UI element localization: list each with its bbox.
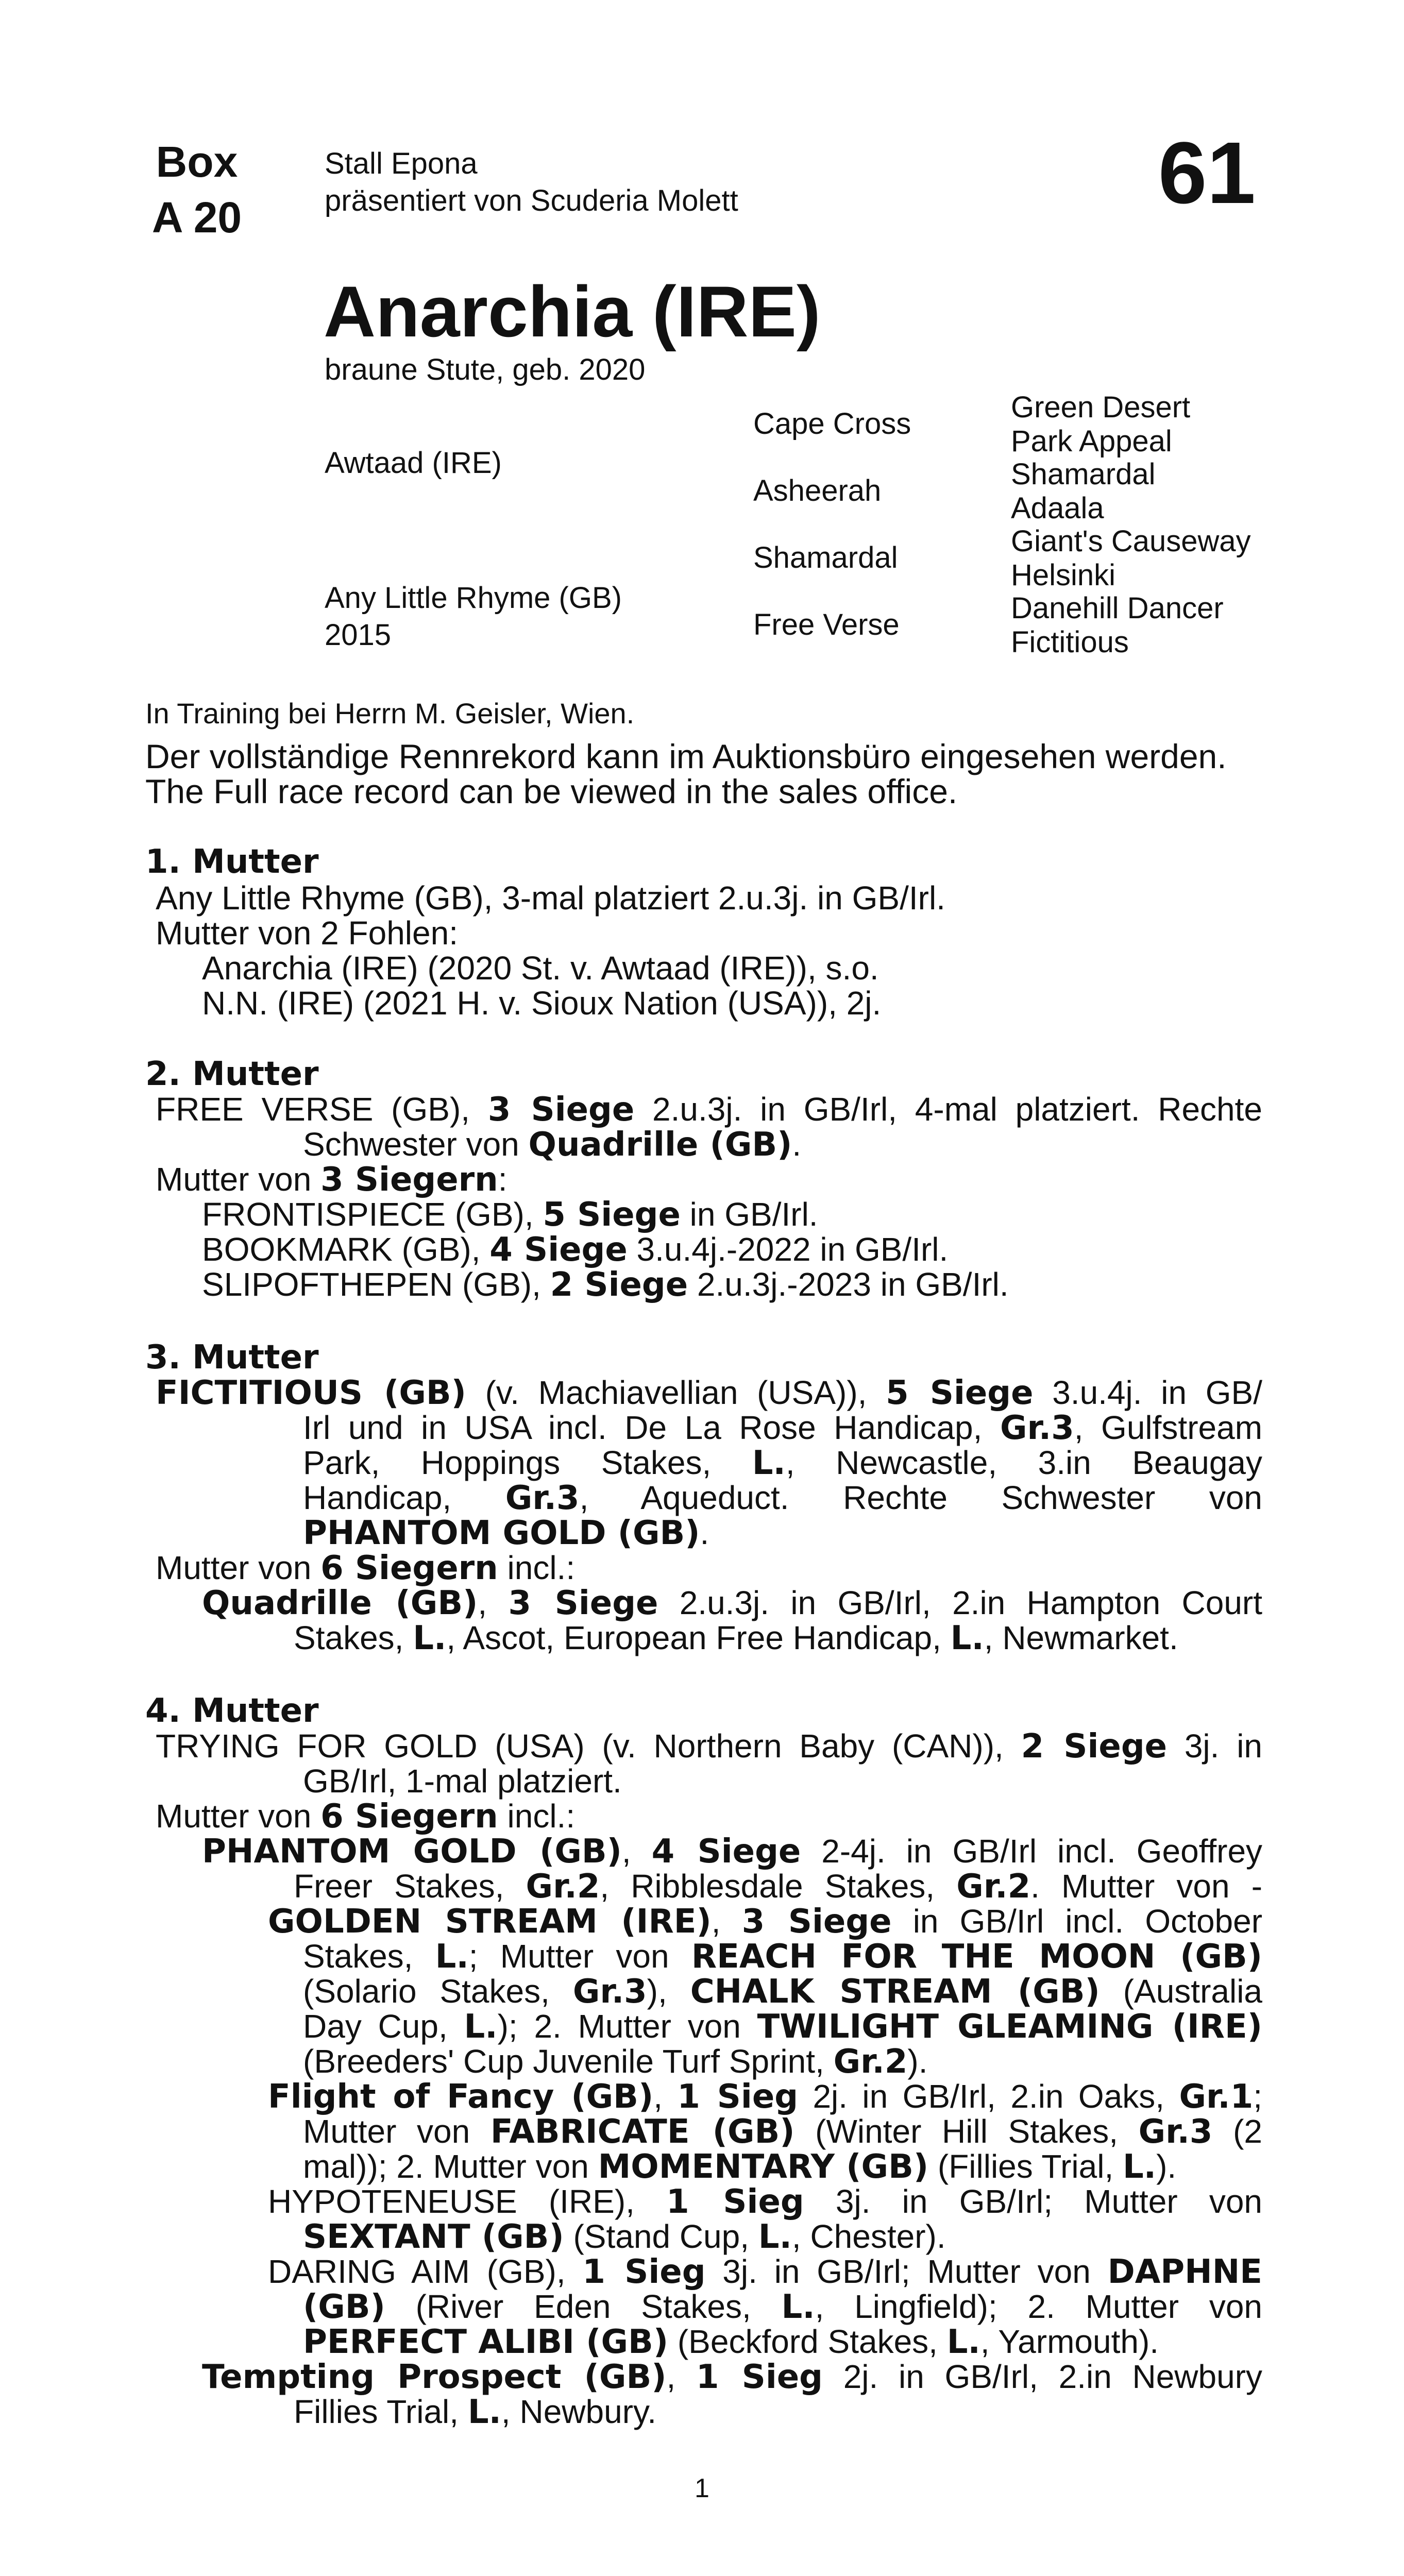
dam-line: Mutter von 6 Siegern incl.: — [156, 1549, 576, 1587]
produce-line: PHANTOM GOLD (GB), 4 Siege 2-4j. in GB/Irl incl. Geoffrey — [202, 1833, 1263, 1871]
ancestor: Shamardal — [1011, 457, 1156, 491]
produce-line: Tempting Prospect (GB), 1 Sieg 2j. in GB/Irl, 2.in Newbury — [202, 2358, 1263, 2396]
record-note-en: The Full race record can be viewed in the sales office. — [145, 772, 958, 810]
dam-line: FREE VERSE (GB), 3 Siege 2.u.3j. in GB/Irl, 4-mal platziert. Rechte — [156, 1091, 1263, 1129]
foal-line: Anarchia (IRE) (2020 St. v. Awtaad (IRE)), s.o. — [202, 950, 879, 987]
record-note-de: Der vollständige Rennrekord kann im Auktionsbüro eingesehen werden. — [145, 737, 1227, 775]
produce-line: DARING AIM (GB), 1 Sieg 3j. in GB/Irl; Mutter von DAPHNE — [268, 2253, 1262, 2291]
consignor — [325, 145, 738, 219]
foal-line: N.N. (IRE) (2021 H. v. Sioux Nation (USA)), 2j. — [202, 985, 882, 1022]
ancestor: Danehill Dancer — [1011, 591, 1224, 625]
produce-line: (GB) (River Eden Stakes, L., Lingfield); 2. Mutter von — [303, 2288, 1262, 2326]
produce-line: SEXTANT (GB) (Stand Cup, L., Chester). — [303, 2218, 946, 2256]
ancestor: Fictitious — [1011, 625, 1129, 659]
page-number: 1 — [695, 2473, 709, 2503]
ancestor: Green Desert — [1011, 391, 1191, 424]
dam-line: Mutter von 2 Fohlen: — [156, 914, 458, 952]
dam-line: FICTITIOUS (GB) (v. Machiavellian (USA)), 5 Siege 3.u.4j. in GB/ — [156, 1374, 1263, 1412]
produce-line: Freer Stakes, Gr.2, Ribblesdale Stakes, Gr.2. Mutter von - — [294, 1868, 1263, 1906]
dam-year: 2015 — [325, 618, 392, 652]
dam-dam: Free Verse — [753, 608, 900, 641]
section-heading: 2. Mutter — [145, 1055, 319, 1093]
horse-description: braune Stute, geb. 2020 — [325, 353, 646, 386]
dam-sire: Shamardal — [753, 541, 898, 574]
produce-line: Flight of Fancy (GB), 1 Sieg 2j. in GB/Irl, 2.in Oaks, Gr.1; — [268, 2078, 1263, 2116]
box-number: A 20 — [151, 193, 242, 242]
dam-line: Mutter von 3 Siegern: — [156, 1161, 508, 1199]
produce-line: (Breeders' Cup Juvenile Turf Sprint, Gr.2). — [303, 2043, 928, 2081]
sire-dam: Asheerah — [753, 474, 882, 507]
dam-line: Mutter von 6 Siegern incl.: — [156, 1798, 576, 1836]
lot-number: 61 — [1158, 124, 1256, 222]
section-heading: 1. Mutter — [145, 843, 319, 881]
produce-line: SLIPOFTHEPEN (GB), 2 Siege 2.u.3j.-2023 in GB/Irl. — [202, 1266, 1009, 1304]
dam-line: TRYING FOR GOLD (USA) (v. Northern Baby (CAN)), 2 Siege 3j. in — [156, 1727, 1263, 1766]
ancestor: Park Appeal — [1011, 425, 1172, 458]
sire-sire: Cape Cross — [753, 407, 911, 440]
produce-line: Stakes, L.; Mutter von REACH FOR THE MOON (GB) — [303, 1938, 1263, 1976]
ancestor: Giant's Causeway — [1011, 524, 1251, 558]
produce-line: BOOKMARK (GB), 4 Siege 3.u.4j.-2022 in GB/Irl. — [202, 1231, 949, 1269]
dam-line: Irl und in USA incl. De La Rose Handicap, Gr.3, Gulfstream — [303, 1409, 1263, 1447]
ancestor: Adaala — [1011, 492, 1104, 525]
produce-line: Fillies Trial, L., Newbury. — [294, 2393, 657, 2431]
produce-line: Quadrille (GB), 3 Siege 2.u.3j. in GB/Irl, 2.in Hampton Court — [202, 1584, 1263, 1622]
dam-line: Any Little Rhyme (GB), 3-mal platziert 2.u.3j. in GB/Irl. — [156, 879, 945, 917]
dam-line: PHANTOM GOLD (GB). — [303, 1514, 709, 1552]
box-label — [145, 134, 248, 245]
dam-line: GB/Irl, 1-mal platziert. — [303, 1762, 622, 1800]
produce-line: FRONTISPIECE (GB), 5 Siege in GB/Irl. — [202, 1196, 818, 1234]
sire: Awtaad (IRE) — [325, 446, 502, 480]
produce-line: GOLDEN STREAM (IRE), 3 Siege in GB/Irl incl. October — [268, 1903, 1263, 1941]
produce-line: Mutter von FABRICATE (GB) (Winter Hill Stakes, Gr.3 (2 — [303, 2113, 1263, 2151]
dam-line: Park, Hoppings Stakes, L., Newcastle, 3.in Beaugay — [303, 1444, 1262, 1482]
horse-name: Anarchia (IRE) — [324, 271, 821, 352]
produce-line: Stakes, L., Ascot, European Free Handicap, L., Newmarket. — [294, 1619, 1178, 1657]
training-note: In Training bei Herrn M. Geisler, Wien. — [145, 697, 635, 730]
produce-line: Day Cup, L.); 2. Mutter von TWILIGHT GLEAMING (IRE) — [303, 2008, 1262, 2046]
dam: Any Little Rhyme (GB) — [325, 581, 622, 615]
box-word: Box — [156, 138, 238, 186]
dam-line: Handicap, Gr.3, Aqueduct. Rechte Schwester von — [303, 1479, 1263, 1517]
produce-line: HYPOTENEUSE (IRE), 1 Sieg 3j. in GB/Irl; Mutter von — [268, 2183, 1263, 2221]
ancestor: Helsinki — [1011, 558, 1116, 592]
section-heading: 3. Mutter — [145, 1338, 319, 1377]
produce-line: PERFECT ALIBI (GB) (Beckford Stakes, L., Yarmouth). — [303, 2323, 1159, 2361]
dam-line: Schwester von Quadrille (GB). — [303, 1126, 802, 1164]
section-heading: 4. Mutter — [145, 1692, 319, 1730]
presented-by: präsentiert von Scuderia Molett — [325, 184, 738, 217]
stall-name: Stall Epona — [325, 147, 478, 180]
produce-line: mal)); 2. Mutter von MOMENTARY (GB) (Fillies Trial, L.). — [303, 2148, 1177, 2186]
produce-line: (Solario Stakes, Gr.3), CHALK STREAM (GB) (Australia — [303, 1973, 1263, 2011]
